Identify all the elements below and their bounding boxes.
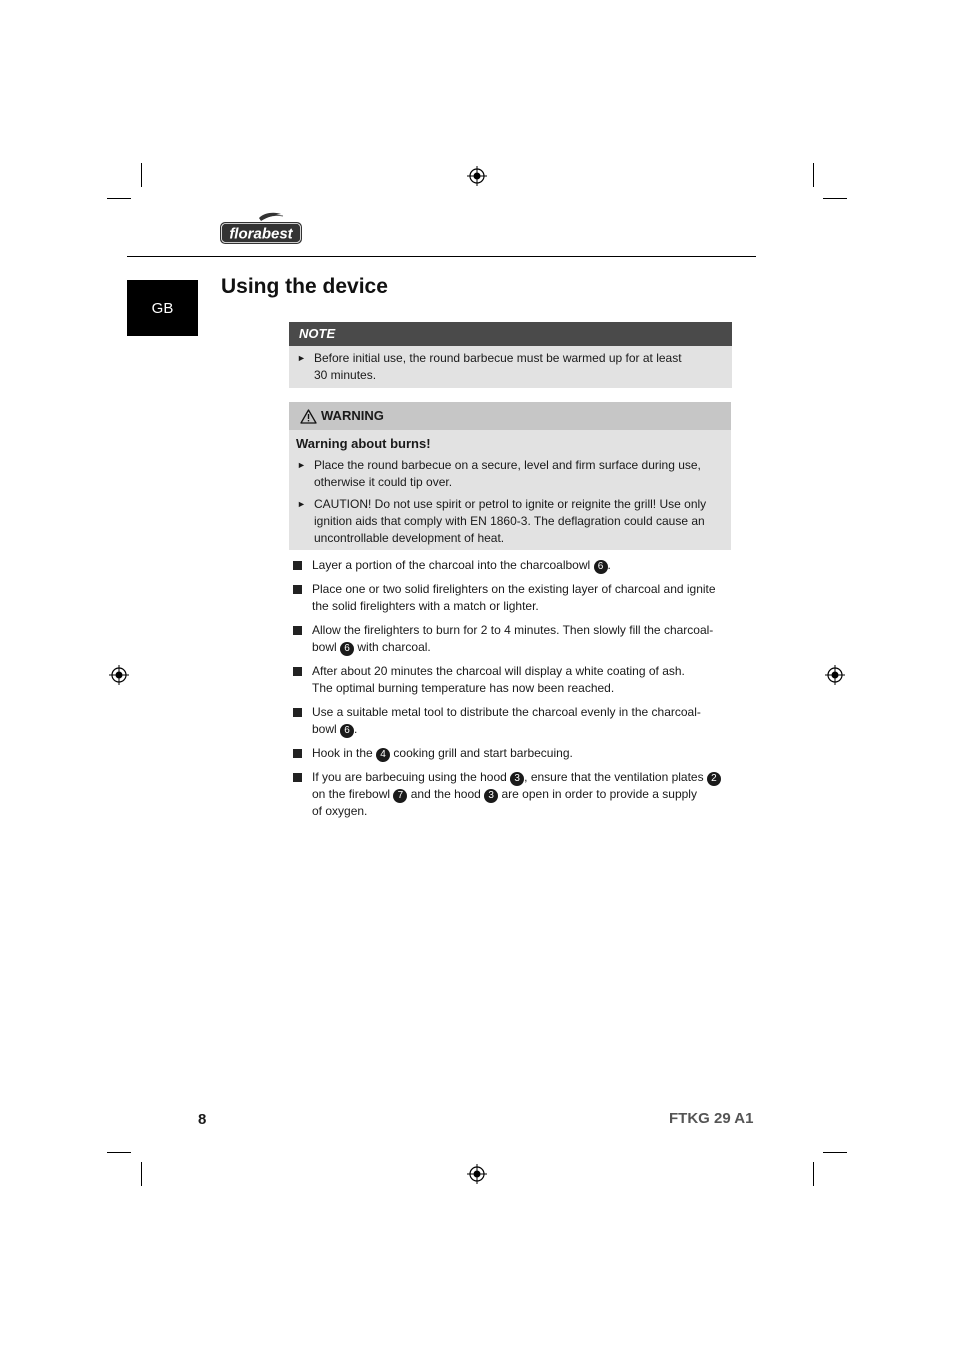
svg-text:florabest: florabest	[229, 225, 293, 243]
part-number-badge: 3	[484, 789, 498, 803]
warning-subheading: Warning about burns!	[296, 436, 431, 451]
crop-mark	[813, 1162, 814, 1186]
florabest-logo	[219, 212, 303, 246]
step-item: If you are barbecuing using the hood 3 , ensure that the ventilation plates 2 on the firebowl 7 and the hood 3 are open in order to provide a supply of oxygen.	[292, 769, 732, 820]
square-bullet-icon	[293, 626, 302, 635]
registration-mark-icon	[467, 1164, 487, 1184]
square-bullet-icon	[293, 749, 302, 758]
registration-mark-icon	[825, 665, 845, 685]
crop-mark	[141, 1162, 142, 1186]
square-bullet-icon	[293, 667, 302, 676]
list-item: ► CAUTION! Do not use spirit or petrol to ignite or reignite the grill! Use only ignition aids that comply with EN 1860-3. The deflagration could cause an uncontrollable development of heat.	[297, 497, 707, 545]
crop-mark	[813, 163, 814, 187]
part-number-badge: 3	[510, 772, 524, 786]
step-item: After about 20 minutes the charcoal will display a white coating of ash. The optimal burning temperature has now been reached.	[292, 663, 732, 697]
step-item: Place one or two solid firelighters on the existing layer of charcoal and ignite the solid firelighters with a match or lighter.	[292, 581, 732, 615]
square-bullet-icon	[293, 708, 302, 717]
part-number-badge: 2	[707, 772, 721, 786]
page-number: 8	[198, 1111, 207, 1128]
part-number-badge: 4	[376, 748, 390, 762]
part-number-badge: 7	[393, 789, 407, 803]
header-rule	[127, 256, 756, 257]
registration-mark-icon	[467, 166, 487, 186]
arrow-bullet-icon: ►	[297, 499, 306, 509]
crop-mark	[141, 163, 142, 187]
warning-box	[289, 402, 731, 550]
arrow-bullet-icon: ►	[297, 353, 306, 363]
square-bullet-icon	[293, 585, 302, 594]
crop-mark	[107, 198, 131, 199]
registration-mark-icon	[109, 665, 129, 685]
step-item: Use a suitable metal tool to distribute the charcoal evenly in the charcoal- bowl 6 .	[292, 704, 732, 738]
language-tab: GB	[127, 280, 198, 336]
arrow-bullet-icon: ►	[297, 460, 306, 470]
step-item: Hook in the 4 cooking grill and start barbecuing.	[292, 745, 732, 762]
part-number-badge: 6	[594, 560, 608, 574]
step-item: Layer a portion of the charcoal into the charcoalbowl 6 .	[292, 557, 732, 574]
list-item: ► Before initial use, the round barbecue must be warmed up for at least 30 minutes.	[297, 351, 682, 382]
crop-mark	[823, 198, 847, 199]
warning-heading: WARNING	[289, 402, 731, 430]
model-number: FTKG 29 A1	[669, 1110, 754, 1127]
part-number-badge: 6	[340, 724, 354, 738]
crop-mark	[823, 1152, 847, 1153]
note-box	[289, 322, 732, 388]
page-title: Using the device	[221, 275, 388, 298]
square-bullet-icon	[293, 561, 302, 570]
square-bullet-icon	[293, 773, 302, 782]
crop-mark	[107, 1152, 131, 1153]
warning-triangle-icon	[300, 409, 317, 424]
step-item: Allow the firelighters to burn for 2 to 4 minutes. Then slowly fill the charcoal- bowl 6 with charcoal.	[292, 622, 732, 656]
list-item: ► Place the round barbecue on a secure, level and firm surface during use, otherwise it could tip over.	[297, 458, 701, 489]
part-number-badge: 6	[340, 642, 354, 656]
note-heading: NOTE	[289, 322, 732, 346]
instruction-steps	[292, 557, 732, 827]
